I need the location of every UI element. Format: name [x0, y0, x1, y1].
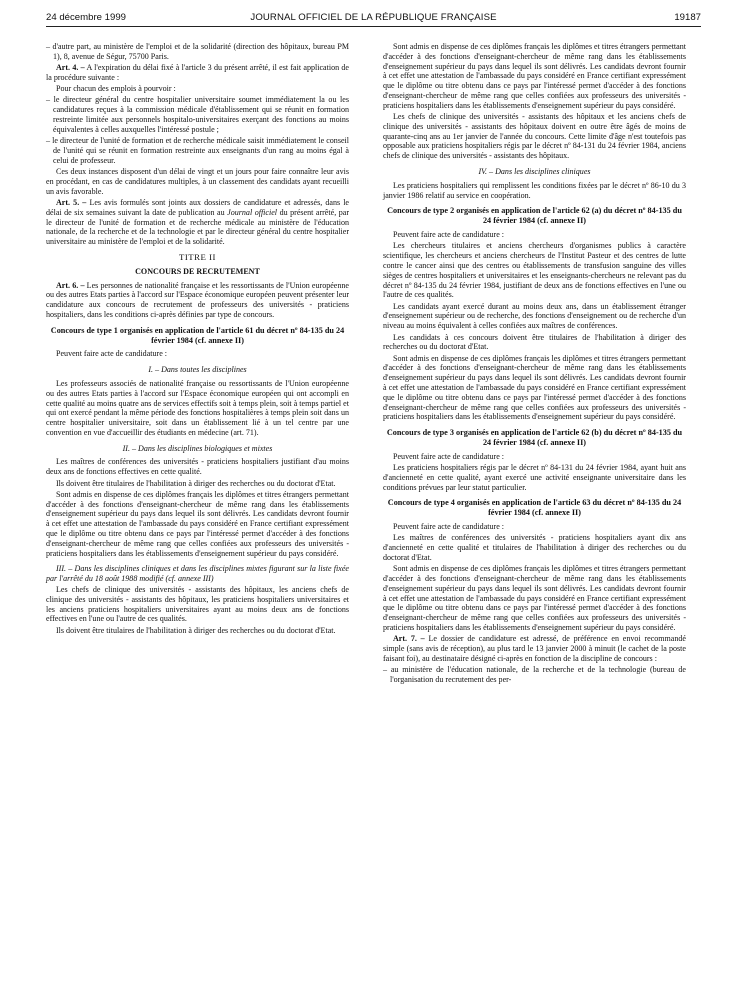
paragraph: Ils doivent être titulaires de l'habilitation à diriger des recherches ou du doctorat d'Etat. — [56, 625, 336, 635]
article-5 — [46, 198, 349, 247]
article-label: Art. 7. – — [393, 634, 425, 644]
concours-type-2-heading: Concours de type 2 organisés en application de l'article 62 (a) du décret nº 84-135 du 24 février 1984 (cf. annexe II) — [387, 206, 682, 226]
concours-type-3-heading: Concours de type 3 organisés en application de l'article 62 (b) du décret nº 84-135 du 24 février 1984 (cf. annexe II) — [386, 428, 683, 447]
paragraph: Ils doivent être titulaires de l'habilitation à diriger des recherches ou du doctorat d'Etat. — [56, 478, 336, 488]
paragraph: Sont admis en dispense de ces diplômes français les diplômes et titres étrangers permettant d'accéder à des fonctions d'enseignant-chercheur de même rang dans les établissements d'enseignement supérieur du pays dans lequel ils sont délivrés. Les candidats devront fournir à cet effet une attestation de l'ambassade du pays considéré en France certifiant expressément que le diplôme ou titre obtenu dans ce pays par l'intéressé permet d'accéder à des fonctions d'enseignant-chercheur de même rang que celles confiées aux professeurs des universités - praticiens hospitaliers dans les établissements d'enseignement supérieur du pays considéré. — [46, 489, 349, 558]
section-4-heading: IV. – Dans les disciplines cliniques — [478, 167, 591, 177]
article-text: Les avis formulés sont joints aux dossiers de candidature et adressés, dans le délai de six semaines suivant la date de publication au — [46, 197, 350, 217]
article-7 — [383, 634, 686, 663]
paragraph: Peuvent faire acte de candidature : — [56, 349, 168, 359]
article-4 — [46, 63, 349, 83]
paragraph: Sont admis en dispense de ces diplômes français les diplômes et titres étrangers permettant d'accéder à des fonctions d'enseignant-chercheur de même rang dans les établissements d'enseignement supérieur du pays dans lequel ils sont délivrés. Les candidats devront fournir à cet effet une attestation de l'ambassade du pays considéré en France certifiant expressément que le diplôme ou titre obtenu dans ce pays par l'intéressé permet d'accéder à des fonctions d'enseignant-chercheur de même rang que celles confiées aux professeurs des universités - praticiens hospitaliers dans les établissements d'enseignement supérieur du pays considéré. — [383, 353, 686, 422]
section-3-heading: III. – Dans les disciplines cliniques et dans les disciplines mixtes figurant sur la liste fixée par l'arrêté du 18 août 1988 modifié (cf. annexe III) — [46, 563, 349, 583]
paragraph: Les praticiens hospitaliers qui remplissent les conditions fixées par le décret nº 86-10 du 3 janvier 1986 relatif au service en coopération. — [383, 180, 686, 200]
article-label: Art. 6. – — [56, 280, 85, 290]
header-journal-title: JOURNAL OFFICIEL DE LA RÉPUBLIQUE FRANÇAISE — [250, 12, 497, 23]
article-label: Art. 4. – — [56, 63, 85, 73]
article-text: Les personnes de nationalité française et les ressortissants de l'Union européenne ou des autres Etats parties à l'accord sur l'Espace économique européen peuvent présenter leur candidature aux concours de recrutement de professeurs des universités - praticiens hospitaliers, dans les conditions ci-après définies par type de concours. — [46, 280, 350, 319]
article-text: A l'expiration du délai fixé à l'article 3 du présent arrêté, il est fait application de la procédure suivante : — [46, 63, 349, 82]
list-item: – le directeur de l'unité de formation et de recherche médicale saisit immédiatement le conseil de l'unité qui se réunit en formation restreinte aux enseignants d'un rang au moins égal à celui de professeur. — [46, 136, 349, 165]
article-6 — [46, 281, 349, 320]
paragraph: Pour chacun des emplois à pourvoir : — [56, 84, 176, 94]
paragraph: Les praticiens hospitaliers régis par le décret nº 84-131 du 24 février 1984, ayant huit ans d'ancienneté en cette qualité, ayant exercé une activité enseignante universitaire dans les conditions prévues par leur statut particulier. — [383, 463, 686, 492]
paragraph: Les chefs de clinique des universités - assistants des hôpitaux, les anciens chefs de clinique des universités - assistants des hôpitaux, les praticiens hospitaliers universitaires et les anciens praticiens hospitaliers universitaires ayant au moins deux ans de fonctions effectives en l'une ou l'autre de ces qualités. — [46, 585, 349, 624]
paragraph: – d'autre part, au ministère de l'emploi et de la solidarité (direction des hôpitaux, bureau PM 1), 8, avenue de Ségur, 75700 Paris. — [46, 42, 349, 61]
header-page-number: 19187 — [674, 12, 701, 23]
paragraph: Les chercheurs titulaires et anciens chercheurs d'organismes publics à caractère scientifique, les chercheurs et anciens chercheurs de l'Institut Pasteur et des centres de lutte contre le cancer ainsi que des centres ou établissements de transfusion sanguine des villes sièges de centres hospitaliers et universitaires et les enseignants-chercheurs ne relevant pas du décret nº 84-135 du 24 février 1984, justifiant de deux ans de fonctions effectives en l'une ou l'autre de ces qualités. — [383, 241, 686, 300]
paragraph: Peuvent faire acte de candidature : — [393, 230, 505, 240]
paragraph: Peuvent faire acte de candidature : — [393, 522, 505, 532]
paragraph: Les maîtres de conférences des universités - praticiens hospitaliers ayant dix ans d'ancienneté en cette qualité et titulaires de l'habilitation à diriger des recherches ou du doctorat d'Etat. — [383, 533, 686, 562]
paragraph: Peuvent faire acte de candidature : — [393, 451, 505, 461]
section-1-heading: I. – Dans toutes les disciplines — [148, 365, 247, 375]
concours-type-4-heading: Concours de type 4 organisés en application de l'article 63 du décret nº 84-135 du 24 février 1984 (cf. annexe II) — [387, 498, 682, 518]
titre-heading: TITRE II — [179, 251, 216, 262]
list-item: – le directeur général du centre hospitalier universitaire soumet immédiatement la ou les candidatures reçues à la commission médicale d'établissement qui se réunit en formation restreinte limitée aux personnels hospitalo-universitaires exerçant des fonctions au moins équivalentes à celles auxquelles l'intéressé postule ; — [46, 95, 349, 134]
paragraph: Sont admis en dispense de ces diplômes français les diplômes et titres étrangers permettant d'accéder à des fonctions d'enseignant-chercheur de même rang dans les établissements d'enseignement supérieur du pays dans lequel ils sont délivrés. Les candidats devront fournir à cet effet une attestation de l'ambassade du pays considéré en France certifiant expressément que le diplôme ou titre obtenu dans ce pays par l'intéressé permet d'accéder à des fonctions d'enseignant-chercheur de même rang que celles confiées aux professeurs des universités - praticiens hospitaliers dans les établissements d'enseignement supérieur du pays considéré. — [383, 564, 686, 633]
right-column — [383, 42, 686, 686]
list-item: – au ministère de l'éducation nationale, de la recherche et de la technologie (bureau de l'organisation du recrutement des per- — [383, 665, 686, 685]
paragraph: Les candidats à ces concours doivent être titulaires de l'habilitation à diriger des recherches ou du doctorat d'Etat. — [383, 332, 686, 352]
paragraph: Les chefs de clinique des universités - assistants des hôpitaux et les anciens chefs de clinique des universités - assistants des hôpitaux doivent en outre être âgés de moins de quarante-cinq ans au 1er janvier de l'année du concours. Cette limite d'âge n'est toutefois pas opposable aux praticiens hospitaliers régis par le décret nº 84-131 du 24 février 1984, anciens chefs de clinique des universités - assistants des hôpitaux. — [383, 112, 686, 161]
paragraph: Sont admis en dispense de ces diplômes français les diplômes et titres étrangers permettant d'accéder à des fonctions d'enseignant-chercheur de même rang dans les établissements d'enseignement supérieur du pays dans lequel ils sont délivrés. Les candidats devront fournir à cet effet une attestation de l'ambassade du pays considéré en France certifiant expressément que le diplôme ou titre obtenu dans ce pays par l'intéressé permet d'accéder à des fonctions d'enseignant-chercheur de même rang que celles confiées aux professeurs des universités - praticiens hospitaliers dans les établissements d'enseignement supérieur du pays considéré. — [383, 42, 686, 110]
journal-officiel-italic: Journal officiel — [227, 207, 278, 217]
header-date: 24 décembre 1999 — [46, 12, 127, 23]
article-text: du présent arrêté, par le directeur de l'unité de formation et de recherche médicale au ministère de l'éducation nationale, de la recherche et de la technologie et par le directeur général du centre hospitalier universitaire au ministère de l'emploi et de la solidarité. — [46, 207, 349, 247]
article-label: Art. 5. – — [56, 197, 87, 207]
left-column — [46, 42, 349, 637]
paragraph: Les candidats ayant exercé durant au moins deux ans, dans un établissement étranger d'enseignement supérieur ou de recherche, des fonctions d'enseignement ou de recherche d'un niveau au moins équivalent à celles confiées aux maîtres de conférences. — [383, 301, 686, 331]
article-text: Le dossier de candidature est adressé, de préférence en envoi recommandé simple (sans avis de réception), au plus tard le 13 janvier 2000 à minuit (le cachet de la poste faisant foi), au destinataire désigné ci-après en fonction de la discipline de concours : — [383, 634, 686, 663]
paragraph: Les maîtres de conférences des universités - praticiens hospitaliers justifiant d'au moins deux ans de fonctions effectives en cette qualité. — [46, 457, 349, 477]
section-2-heading: II. – Dans les disciplines biologiques et mixtes — [122, 443, 273, 453]
concours-type-1-heading: Concours de type 1 organisés en application de l'article 61 du décret nº 84-135 du 24 février 1984 (cf. annexe II) — [50, 325, 345, 345]
titre-subheading: CONCOURS DE RECRUTEMENT — [135, 266, 260, 276]
paragraph: Ces deux instances disposent d'un délai de vingt et un jours pour faire connaître leur avis en procédant, en cas de candidatures multiples, à un classement des candidats ayant recueilli un avis favorable. — [46, 167, 349, 196]
page-header — [46, 10, 701, 27]
paragraph: Les professeurs associés de nationalité française ou ressortissants de l'Union européenne ou des autres Etats parties à l'accord sur l'Espace économique européen qui ont accompli en cette qualité au moins quatre ans de services effectifs soit à temps plein, soit à temps partiel et qui ont exercé pendant la même période des fonctions hospitalières à temps plein soit dans un centre hospitalier universitaire, soit dans un établissement lié à un tel centre par une convention en vue d'accueillir des étudiants en médecine (art. 71). — [46, 378, 349, 437]
